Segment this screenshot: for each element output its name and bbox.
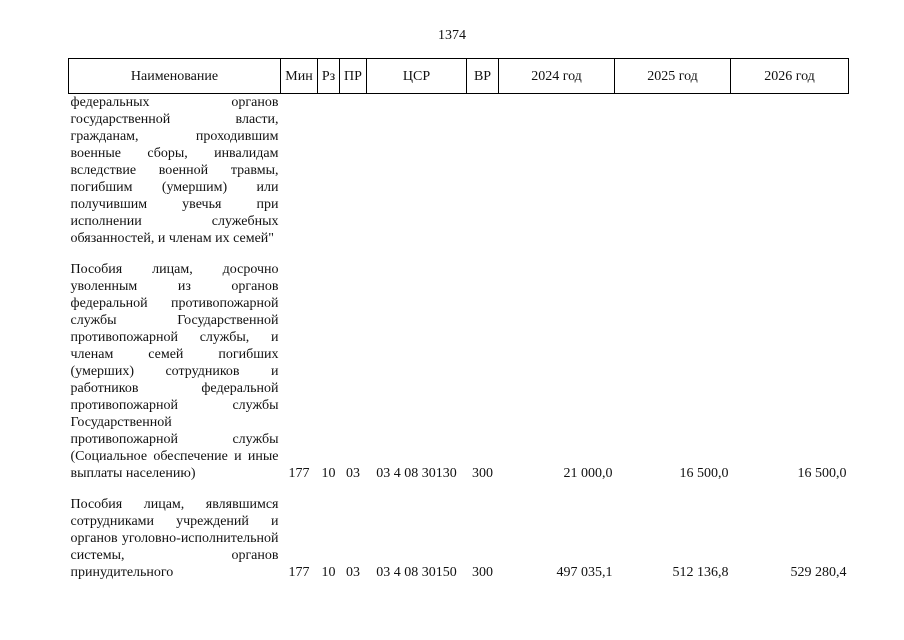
page-number: 1374 bbox=[438, 28, 466, 43]
row-2024 bbox=[499, 94, 615, 262]
header-rz: Рз bbox=[318, 59, 340, 94]
row-min: 177 bbox=[288, 466, 310, 481]
header-csr: ЦСР bbox=[367, 59, 467, 94]
row-pr: 03 bbox=[346, 466, 360, 481]
table-row bbox=[69, 94, 849, 262]
row-csr bbox=[367, 94, 467, 262]
row-vr bbox=[467, 94, 499, 262]
header-min: Мин bbox=[281, 59, 318, 94]
row-2026: 529 280,4 bbox=[790, 565, 847, 580]
row-rz bbox=[318, 94, 340, 262]
row-2025 bbox=[615, 94, 731, 262]
header-2024: 2024 год bbox=[499, 59, 615, 94]
table-row bbox=[69, 496, 849, 581]
row-csr: 03 4 08 30150 bbox=[376, 565, 457, 580]
row-2025: 16 500,0 bbox=[679, 466, 729, 481]
row-min bbox=[281, 94, 318, 262]
table-row bbox=[69, 261, 849, 496]
row-rz: 10 bbox=[321, 466, 336, 481]
header-2026: 2026 год bbox=[731, 59, 849, 94]
row-pr bbox=[340, 94, 367, 262]
header-vr: ВР bbox=[467, 59, 499, 94]
row-2024: 497 035,1 bbox=[556, 565, 613, 580]
row-name: федеральных органов государственной власти, гражданам, проходившим военные сборы, инвалидам вследствие военной травмы, погибшим (умершим) или получившим увечья при исполнении служебных обязанностей, и членам их семей" bbox=[70, 95, 279, 246]
row-2024: 21 000,0 bbox=[563, 466, 613, 481]
table-header bbox=[69, 59, 849, 94]
row-name: Пособия лицам, досрочно уволенным из органов федеральной противопожарной службы Государственной противопожарной службы, и членам семей погибших (умерших) сотрудников и работников федеральной противопожарной службы Государственной противопожарной службы (Социальное обеспечение и иные выплаты населению) bbox=[70, 262, 279, 481]
row-2026: 16 500,0 bbox=[797, 466, 847, 481]
budget-table bbox=[68, 58, 849, 581]
header-name: Наименование bbox=[69, 59, 281, 94]
row-name: Пособия лицам, являвшимся сотрудниками учреждений и органов уголовно-исполнительной системы, органов принудительного bbox=[70, 497, 279, 580]
row-csr: 03 4 08 30130 bbox=[376, 466, 457, 481]
row-vr: 300 bbox=[472, 565, 493, 580]
row-min: 177 bbox=[288, 565, 310, 580]
row-2025: 512 136,8 bbox=[672, 565, 729, 580]
table-body bbox=[69, 94, 849, 582]
row-vr: 300 bbox=[472, 466, 493, 481]
row-2026 bbox=[731, 94, 849, 262]
header-2025: 2025 год bbox=[615, 59, 731, 94]
row-rz: 10 bbox=[321, 565, 336, 580]
header-pr: ПР bbox=[340, 59, 367, 94]
row-pr: 03 bbox=[346, 565, 360, 580]
